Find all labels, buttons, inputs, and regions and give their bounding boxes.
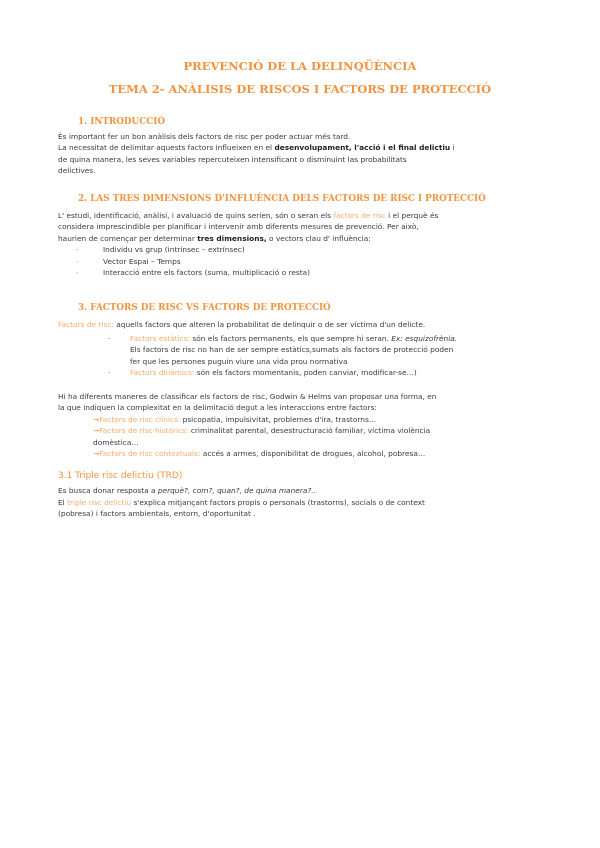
s3-estatics-line-2: Els factors de risc no han de ser sempre estàtics,sumats als factors de protecció poden <box>130 345 454 354</box>
document-page: PREVENCIÓ DE LA DELINQÜÈNCIA TEMA 2- ANÀLISIS DE RISCOS I FACTORS DE PROTECCIÓ 1. INTRODUCCIÓ És important fer un bon anàlisis dels factors de risc per poder actuar més tard. La necessitat de delimitar aquests factors influeixen en el desenvolupament, l'acció i el final delictiu i de quina manera, les seves variables repercuteixen intensificant o disminuint las probabilitats delictives. 2. LAS TRES DIMENSIONS D'INFLUÈNCIA DELS FACTORS DE RISC I PROTECCIÓ L' estudi, identificació, anàlisi, i avaluació de quins serien, són o seran els factors de risc i el perquè és considera imprescindible per planificar i intervenir amb diferents mesures de prevenció. Per això, haurien de començar per determinar tres dimensions, o vectors clau d' influència: - Individu vs grup (intrínsec – extrínsec) - Vector Espai – Temps - Interacció entre els factors (suma, multiplicació o resta) 3. FACTORS DE RISC VS FACTORS DE PROTECCIÓ Factors de risc: aquells factors que alteren la probabilitat de delinquir o de ser víctima d'un delicte. · Factors estàtics: són els factors permanents, els que sempre hi seran. Ex: esquizofrènia. Els factors de risc no han de ser sempre estàtics,sumats als factors de protecció poden fer que les persones puguin viure una vida prou normativa · Factors dinàmics: són els factors momentanis, poden canviar, modificar-se…) Hi ha diferents maneres de classificar els factors de risc, Godwin & Helms van proposar una forma, en la que indiquen la complexitat en la delimitació degut a les interaccions entre factors: →Factors de risc clínics: psicopatia, impulsivitat, problemes d'ira, trastorns… →Factors de risc històrics: criminalitat parental, desestructuració familiar, víctima violència domèstica… →Factors de risc contextuals: accés a armes, disponibilitat de drogues, alcohol, pobresa… 3.1 Triple risc delictiu (TRD) Es busca donar resposta a perquè?, com?, quan?, de quina manera?.. El triple risc delictiu s'explica mitjançant factors propis o personals (trastorns), socials o de context (pobresa) i factors ambientals, entorn, d'oportunitat . <box>0 0 600 848</box>
arrow-icon: → <box>93 415 100 424</box>
s2-line-3: haurien de començar per determinar tres dimensions, o vectors clau d' influència: <box>58 234 371 243</box>
s3-factors-risc: Factors de risc: aquells factors que alteren la probabilitat de delinquir o de ser víctima d'un delicte. <box>58 320 426 329</box>
document-title: PREVENCIÓ DE LA DELINQÜÈNCIA <box>183 59 417 73</box>
section-3-1-heading: 3.1 Triple risc delictiu (TRD) <box>58 471 183 481</box>
s1-line-4: delictives. <box>58 166 96 175</box>
s3-estatics-line-1: Factors estàtics: són els factors permanents, els que sempre hi seran. Ex: esquizofrènia. <box>130 334 458 343</box>
s1-line-2: La necessitat de delimitar aquests factors influeixen en el desenvolupament, l'acció i el final delictiu i <box>58 143 455 152</box>
s3-contextuals-line: →Factors de risc contextuals: accés a armes, disponibilitat de drogues, alcohol, pobresa… <box>93 449 426 458</box>
s31-line-2: El triple risc delictiu s'explica mitjançant factors propis o personals (trastorns), socials o de context <box>58 498 425 507</box>
s2-line-1: L' estudi, identificació, anàlisi, i avaluació de quins serien, són o seran els factors de risc i el perquè és <box>58 211 439 220</box>
s31-line-3: (pobresa) i factors ambientals, entorn, d'oportunitat . <box>58 509 256 518</box>
s2-bullet-1: - Individu vs grup (intrínsec – extrínsec) <box>76 245 245 254</box>
s3-para-line-1: Hi ha diferents maneres de classificar els factors de risc, Godwin & Helms van proposar una forma, en <box>58 392 437 401</box>
s31-line-1: Es busca donar resposta a perquè?, com?, quan?, de quina manera?.. <box>58 486 317 495</box>
s3-historics-line: →Factors de risc històrics: criminalitat parental, desestructuració familiar, víctima violència <box>93 426 431 435</box>
arrow-icon: → <box>93 426 100 435</box>
s3-clinics-line: →Factors de risc clínics: psicopatia, impulsivitat, problemes d'ira, trastorns… <box>93 415 377 424</box>
section-2-heading: 2. LAS TRES DIMENSIONS D'INFLUÈNCIA DELS FACTORS DE RISC I PROTECCIÓ <box>78 194 486 204</box>
s2-bullet-3: - Interacció entre els factors (suma, multiplicació o resta) <box>76 268 311 277</box>
document-subtitle: TEMA 2- ANÀLISIS DE RISCOS I FACTORS DE PROTECCIÓ <box>108 82 492 96</box>
section-1-heading: 1. INTRODUCCIÓ <box>78 117 166 127</box>
s2-bullet-2: - Vector Espai – Temps <box>76 257 181 266</box>
s3-historics-line-2: domèstica… <box>93 438 139 447</box>
s2-line-2: considera imprescindible per planificar i intervenir amb diferents mesures de prevenció. Per això, <box>58 222 419 231</box>
s1-line-1: És important fer un bon anàlisis dels factors de risc per poder actuar més tard. <box>58 132 351 141</box>
arrow-icon: → <box>93 449 100 458</box>
s3-para-line-2: la que indiquen la complexitat en la delimitació degut a les interaccions entre factors: <box>58 403 377 412</box>
s3-estatics-line-3: fer que les persones puguin viure una vida prou normativa <box>130 357 348 366</box>
s1-line-3: de quina manera, les seves variables repercuteixen intensificant o disminuint las probabilitats <box>58 155 407 164</box>
section-3-heading: 3. FACTORS DE RISC VS FACTORS DE PROTECCIÓ <box>78 303 331 313</box>
s3-dinamics-line: Factors dinàmics: són els factors momentanis, poden canviar, modificar-se…) <box>130 368 417 377</box>
